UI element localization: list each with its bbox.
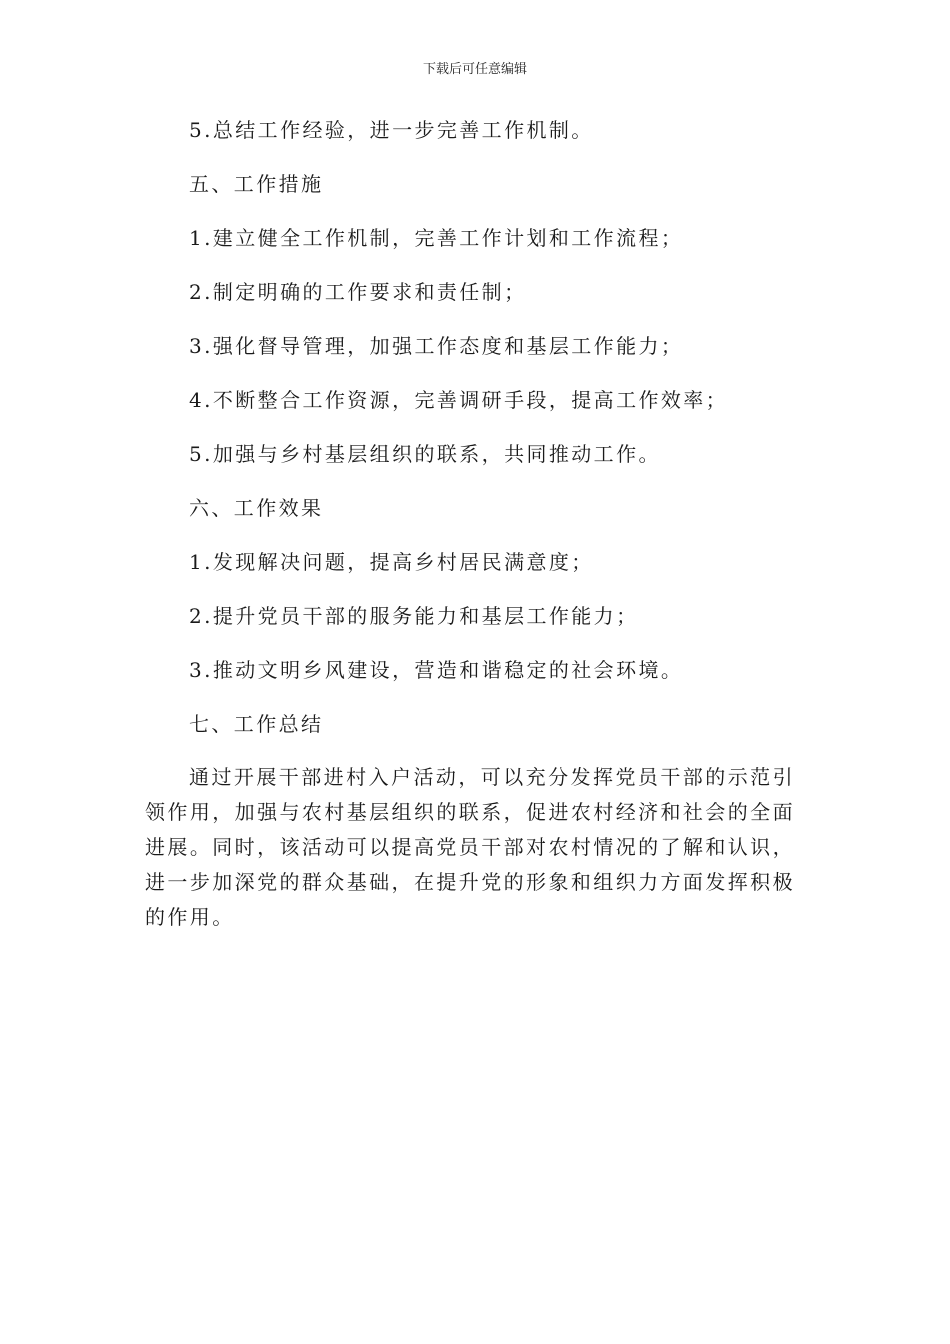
list-item: 1.建立健全工作机制，完善工作计划和工作流程；	[189, 226, 684, 250]
list-item: 3.推动文明乡风建设，营造和谐稳定的社会环境。	[189, 658, 684, 682]
list-item: 3.强化督导管理，加强工作态度和基层工作能力；	[189, 334, 684, 358]
header-note: 下载后可任意编辑	[422, 62, 527, 77]
document-body	[145, 112, 795, 935]
list-item: 5.加强与乡村基层组织的联系，共同推动工作。	[189, 442, 661, 466]
list-item: 4.不断整合工作资源，完善调研手段，提高工作效率；	[189, 388, 729, 412]
summary-paragraph: 通过开展干部进村入户活动，可以充分发挥党员干部的示范引领作用，加强与农村基层组织的联系，促进农村经济和社会的全面进展。同时，该活动可以提高党员干部对农村情况的了解和认识，进一步加深党的群众基础，在提升党的形象和组织力方面发挥积极的作用。	[145, 765, 795, 929]
list-item: 2.制定明确的工作要求和责任制；	[189, 280, 527, 304]
section-heading: 五、工作措施	[189, 172, 324, 196]
section-heading: 六、工作效果	[189, 496, 324, 520]
list-item: 2.提升党员干部的服务能力和基层工作能力；	[189, 604, 639, 628]
list-item: 1.发现解决问题，提高乡村居民满意度；	[189, 550, 594, 574]
section-heading: 七、工作总结	[189, 712, 324, 736]
list-item: 5.总结工作经验，进一步完善工作机制。	[189, 118, 594, 142]
